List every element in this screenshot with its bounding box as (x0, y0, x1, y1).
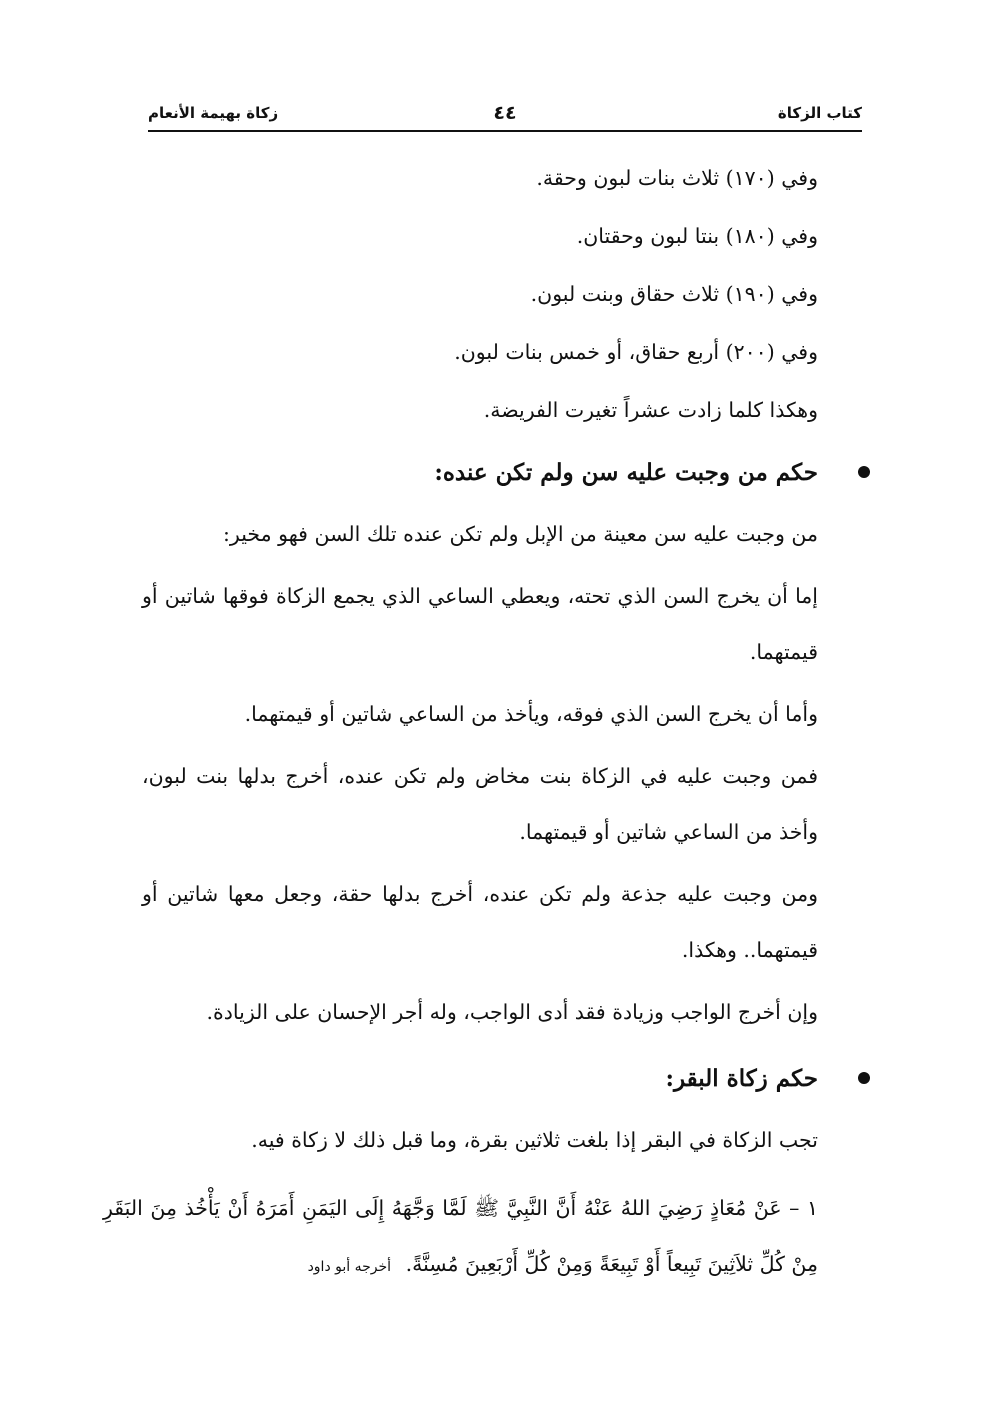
book-title: كتاب الزكاة (777, 104, 862, 122)
hadith (103, 1180, 818, 1295)
paragraph: وإن أخرج الواجب وزيادة فقد أدى الواجب، وله أجر الإحسان على الزيادة. (206, 1000, 818, 1024)
text-line: وفي (١٧٠) ثلاث بنات لبون وحقة. (536, 166, 818, 190)
page-body (142, 150, 818, 1174)
hadith-text: عَنْ مُعَاذٍ رَضِيَ اللهُ عَنْهُ أَنَّ النَّبِيَّ ﷺ لَمَّا وَجَّهَهُ إِلَى اليَمَنِ أَمَرَهُ أَنْ يَأْخُذ مِنَ البَقَرِ مِنْ كُلِّ ثلاَثِينَ تَبِيعاً أَوْ تَبِيعَةً وَمِنْ كُلِّ أَرْبَعِينَ مُسِنَّةً. (103, 1196, 818, 1276)
bullet-icon (858, 466, 870, 478)
hadith-number: ١ – (789, 1196, 818, 1220)
paragraph: فمن وجبت عليه في الزكاة بنت مخاض ولم تكن عنده، أخرج بدلها بنت لبون، وأخذ من الساعي شاتين أو قيمتهما. (142, 764, 818, 844)
paragraph: ومن وجبت عليه جذعة ولم تكن عنده، أخرج بدلها حقة، وجعل معها شاتين أو قيمتهما.. وهكذا. (142, 882, 818, 962)
text-line: وفي (١٩٠) ثلاث حقاق وبنت لبون. (530, 282, 818, 306)
section-title: زكاة بهيمة الأنعام (148, 104, 279, 122)
paragraph: تجب الزكاة في البقر إذا بلغت ثلاثين بقرة، وما قبل ذلك لا زكاة فيه. (251, 1128, 818, 1152)
paragraph: إما أن يخرج السن الذي تحته، ويعطي الساعي الذي يجمع الزكاة فوقها شاتين أو قيمتهما. (142, 584, 818, 664)
page-number: ٤٤ (493, 102, 517, 124)
hadith-source: أخرجه أبو داود (307, 1259, 392, 1275)
section-heading (142, 1046, 818, 1112)
text-line: وهكذا كلما زادت عشراً تغيرت الفريضة. (483, 398, 818, 422)
section-heading (142, 440, 818, 506)
section-heading-text: حكم من وجبت عليه سن ولم تكن عنده: (434, 459, 818, 486)
bullet-icon (858, 1072, 870, 1084)
paragraph: وأما أن يخرج السن الذي فوقه، ويأخذ من الساعي شاتين أو قيمتهما. (244, 702, 818, 726)
section-heading-text: حكم زكاة البقر: (665, 1065, 818, 1092)
text-line: وفي (١٨٠) بنتا لبون وحقتان. (576, 224, 818, 248)
hadith-block (103, 1180, 818, 1295)
paragraph: من وجبت عليه سن معينة من الإبل ولم تكن عنده تلك السن فهو مخير: (222, 522, 818, 546)
page-header (148, 102, 862, 132)
text-line: وفي (٢٠٠) أربع حقاق، أو خمس بنات لبون. (454, 340, 818, 364)
